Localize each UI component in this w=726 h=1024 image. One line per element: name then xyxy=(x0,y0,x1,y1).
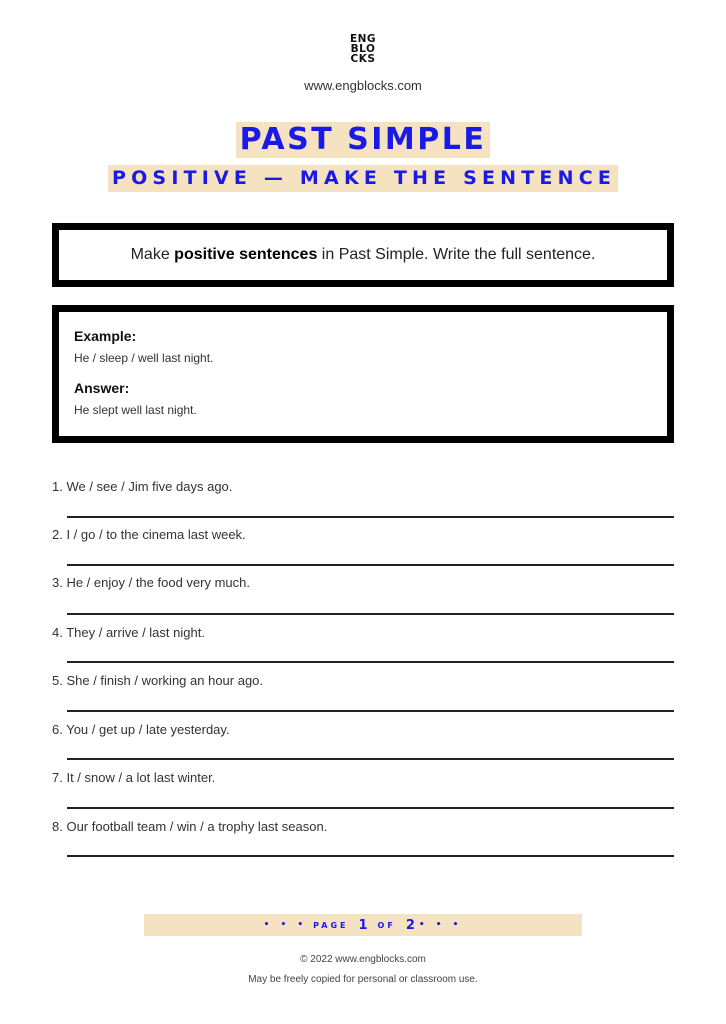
exercise-question: 3. He / enjoy / the food very much. xyxy=(52,575,250,590)
exercise-question: 4. They / arrive / last night. xyxy=(52,625,205,640)
page-word: PAGE xyxy=(313,920,349,930)
page-title: PAST SIMPLE xyxy=(236,122,491,158)
logo-line: CKS xyxy=(350,53,376,65)
logo-line: ENG xyxy=(349,33,377,45)
instructions-box xyxy=(52,223,674,287)
copyright-text: © 2022 www.engblocks.com xyxy=(300,954,426,965)
site-url: www.engblocks.com xyxy=(304,78,422,93)
exercise-question: 1. We / see / Jim five days ago. xyxy=(52,479,233,494)
answer-line[interactable] xyxy=(67,661,674,663)
of-word: OF xyxy=(377,920,396,930)
answer-line[interactable] xyxy=(67,516,674,518)
answer-line[interactable] xyxy=(67,613,674,615)
dots-left: • • • xyxy=(263,920,308,930)
page-indicator xyxy=(144,914,582,936)
total-pages-number: 2 xyxy=(405,917,415,933)
instructions-text: Make positive sentences in Past Simple. Write the full sentence. xyxy=(130,246,596,263)
exercise-question: 8. Our football team / win / a trophy last season. xyxy=(52,819,328,834)
license-text: May be freely copied for personal or classroom use. xyxy=(248,974,478,985)
answer-line[interactable] xyxy=(67,807,674,809)
answer-line[interactable] xyxy=(67,710,674,712)
instructions-emphasis: positive sentences xyxy=(174,246,318,263)
answer-line[interactable] xyxy=(67,855,674,857)
dots-right: • • • xyxy=(418,920,463,930)
answer-text: He slept well last night. xyxy=(74,403,197,417)
example-label: Example: xyxy=(74,328,137,344)
example-text: He / sleep / well last night. xyxy=(74,351,214,365)
logo-line: BLO xyxy=(350,43,376,55)
exercise-question: 2. I / go / to the cinema last week. xyxy=(52,527,246,542)
engblocks-logo xyxy=(0,34,726,64)
exercise-question: 6. You / get up / late yesterday. xyxy=(52,722,230,737)
exercise-question: 5. She / finish / working an hour ago. xyxy=(52,673,264,688)
example-box xyxy=(52,305,674,443)
page-subtitle: POSITIVE — MAKE THE SENTENCE xyxy=(108,165,618,192)
exercise-question: 7. It / snow / a lot last winter. xyxy=(52,770,216,785)
answer-line[interactable] xyxy=(67,758,674,760)
answer-label: Answer: xyxy=(74,380,130,396)
answer-line[interactable] xyxy=(67,564,674,566)
current-page-number: 1 xyxy=(358,917,368,933)
